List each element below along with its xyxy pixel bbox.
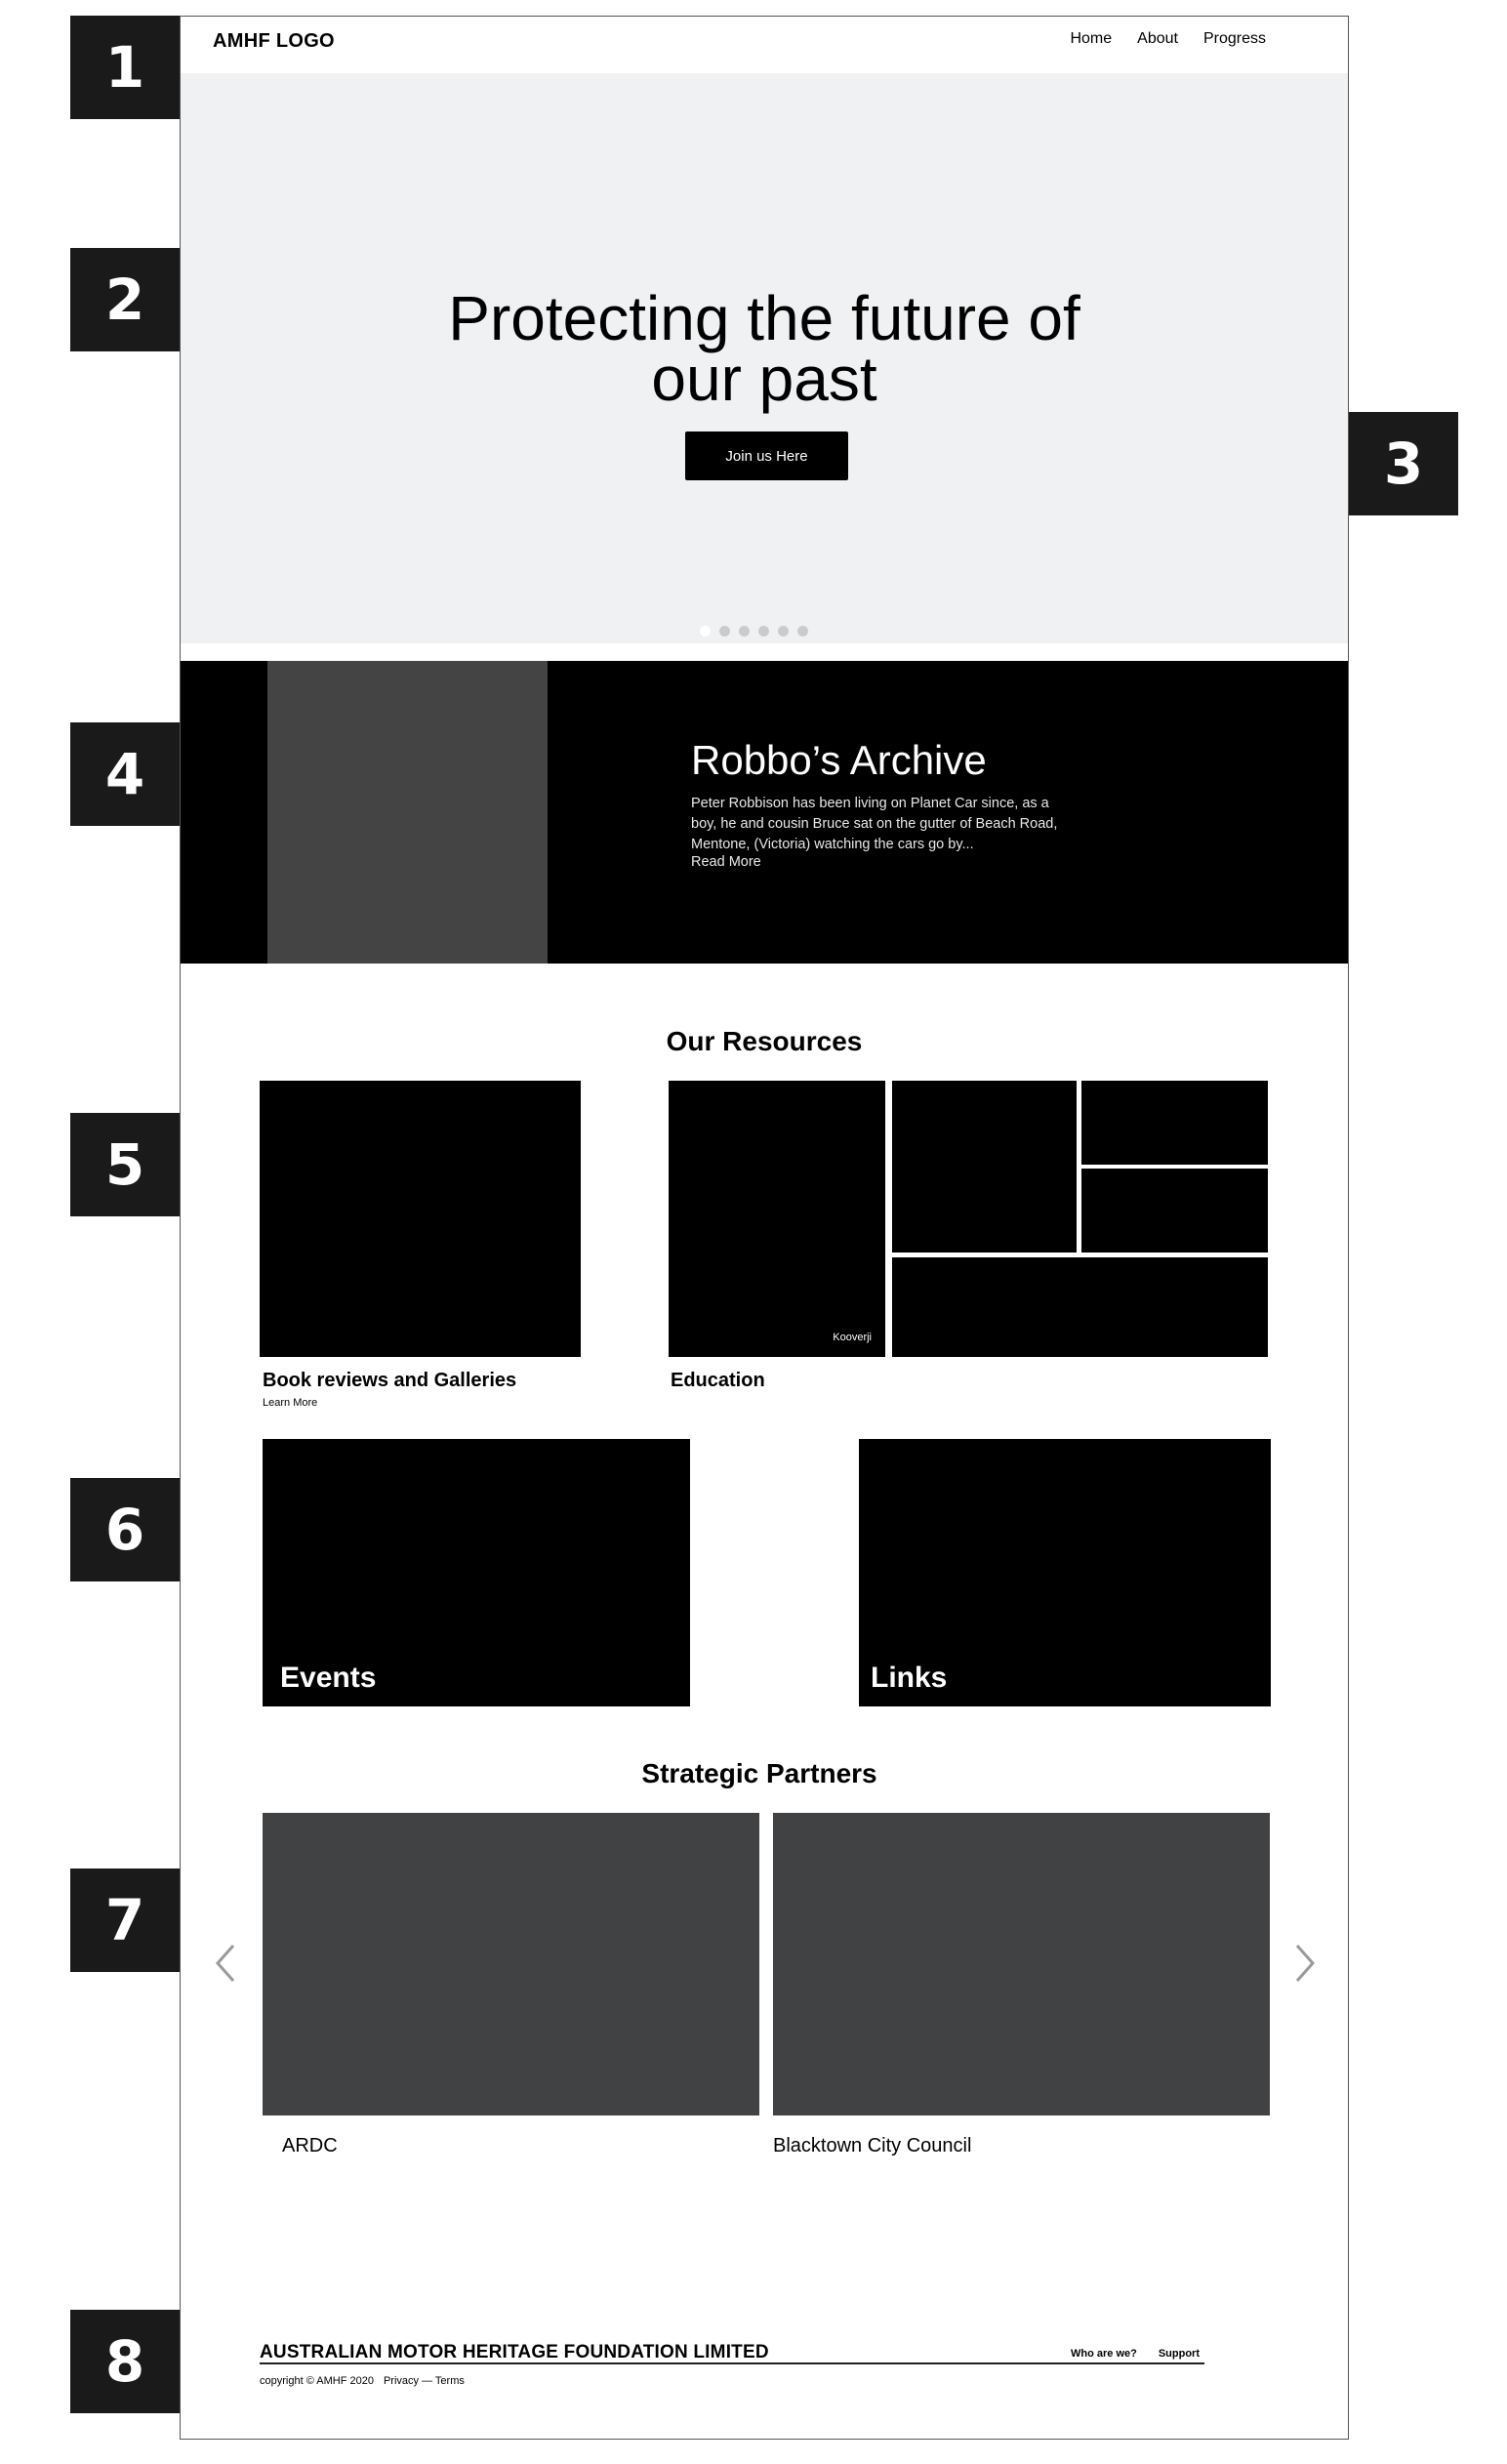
chevron-left-icon <box>212 1942 241 1985</box>
resources-title: Our Resources <box>666 1026 863 1056</box>
education-tile-4[interactable] <box>1081 1169 1268 1253</box>
section-marker-3: 3 <box>1349 412 1458 515</box>
footer-divider <box>260 2362 1204 2364</box>
join-button[interactable]: Join us Here <box>685 431 848 480</box>
events-label: Events <box>280 1662 377 1694</box>
chevron-right-icon <box>1289 1942 1319 1985</box>
partner-card-1[interactable] <box>263 1813 759 2115</box>
partner-name-1: ARDC <box>282 2135 338 2156</box>
section-marker-7: 7 <box>70 1869 180 1972</box>
page-frame <box>180 16 1349 2440</box>
footer-links <box>1071 2348 1200 2360</box>
footer-org-name: AUSTRALIAN MOTOR HERITAGE FOUNDATION LIMITED <box>260 2342 769 2362</box>
carousel-dot-1[interactable] <box>700 626 711 637</box>
section-marker-6: 6 <box>70 1478 180 1581</box>
section-marker-1: 1 <box>70 16 180 119</box>
footer-copyright: copyright © AMHF 2020 <box>260 2375 374 2387</box>
section-marker-5: 5 <box>70 1113 180 1216</box>
nav-link-home[interactable]: Home <box>1070 30 1113 47</box>
footer-legal <box>260 2375 465 2387</box>
section-marker-8: 8 <box>70 2310 180 2413</box>
archive-title: Robbo’s Archive <box>691 737 987 783</box>
hero-carousel <box>181 73 1348 643</box>
carousel-dot-4[interactable] <box>758 626 769 637</box>
footer-link-support[interactable]: Support <box>1158 2348 1201 2360</box>
carousel-dots <box>700 626 808 637</box>
site-logo[interactable]: AMHF LOGO <box>213 30 335 52</box>
hero-title-line-2: our past <box>651 344 877 414</box>
footer-privacy-terms-link[interactable]: Privacy — Terms <box>383 2375 465 2387</box>
nav-link-progress[interactable]: Progress <box>1202 30 1266 47</box>
events-card[interactable] <box>263 1439 690 1706</box>
hero-title-line-1: Protecting the future of <box>448 283 1080 353</box>
education-tile-label: Kooverji <box>833 1332 872 1343</box>
footer-link-who-are-we[interactable]: Who are we? <box>1071 2348 1137 2360</box>
education-tile-3[interactable] <box>1081 1081 1268 1165</box>
links-label: Links <box>871 1662 948 1694</box>
nav-links <box>1070 30 1266 48</box>
education-tile-5[interactable] <box>892 1257 1268 1357</box>
carousel-dot-2[interactable] <box>719 626 730 637</box>
carousel-next-arrow[interactable] <box>1289 1942 1319 1985</box>
partners-title: Strategic Partners <box>641 1758 877 1788</box>
book-reviews-caption[interactable]: Book reviews and Galleries <box>263 1370 517 1391</box>
hero-title <box>181 283 1348 414</box>
carousel-dot-6[interactable] <box>797 626 808 637</box>
carousel-prev-arrow[interactable] <box>212 1942 241 1985</box>
partner-card-2[interactable] <box>773 1813 1270 2115</box>
education-tile-main[interactable] <box>669 1081 885 1357</box>
archive-description: Peter Robbison has been living on Planet Car since, as a boy, he and cousin Bruce sat on the gutter of Beach Road, Mentone, (Victoria) watching the cars go by... <box>691 796 1058 852</box>
nav-link-about[interactable]: About <box>1137 30 1178 47</box>
carousel-dot-5[interactable] <box>778 626 789 637</box>
archive-image <box>267 661 548 964</box>
archive-read-more-link[interactable]: Read More <box>691 854 761 870</box>
archive-banner <box>181 661 1348 964</box>
top-nav <box>181 17 1348 73</box>
carousel-dot-3[interactable] <box>739 626 750 637</box>
book-reviews-learn-more-link[interactable]: Learn More <box>263 1397 318 1409</box>
section-marker-2: 2 <box>70 248 180 351</box>
links-card[interactable] <box>859 1439 1271 1706</box>
section-marker-4: 4 <box>70 722 180 826</box>
education-tile-2[interactable] <box>892 1081 1077 1253</box>
partner-name-2: Blacktown City Council <box>773 2135 972 2156</box>
book-reviews-image[interactable] <box>260 1081 581 1357</box>
education-caption[interactable]: Education <box>671 1370 765 1391</box>
